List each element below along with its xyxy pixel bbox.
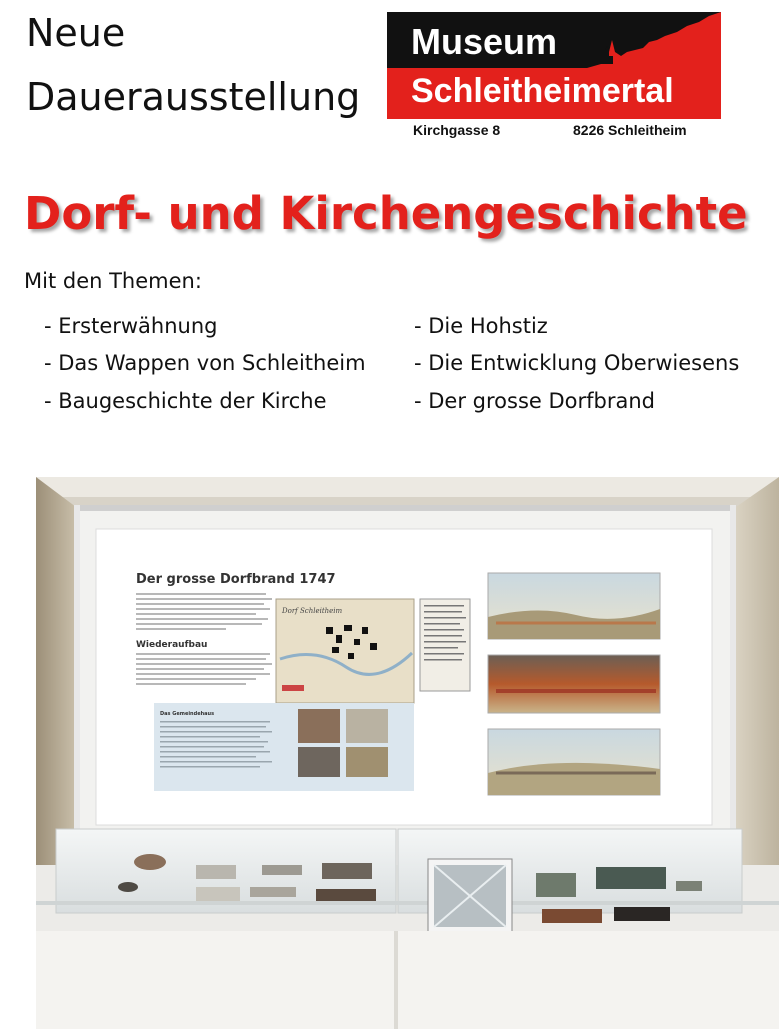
- topic-hohstiz: - Die Hohstiz: [414, 314, 548, 338]
- logo-text-schleitheimertal: Schleitheimertal: [411, 72, 674, 110]
- museum-logo: [387, 12, 721, 119]
- topics-intro: Mit den Themen:: [24, 269, 202, 293]
- address-city: 8226 Schleitheim: [573, 122, 687, 138]
- headline-line-2: Dauerausstellung: [26, 75, 361, 119]
- address-street: Kirchgasse 8: [413, 122, 501, 138]
- poster-box-heading: Das Gemeindehaus: [160, 711, 215, 717]
- topic-oberwiesen: - Die Entwicklung Oberwiesens: [414, 351, 740, 375]
- poster-title: Der grosse Dorfbrand 1747: [136, 572, 336, 587]
- headline-line-1: Neue: [26, 11, 126, 55]
- exhibition-photo: [36, 477, 779, 1029]
- topic-dorfbrand: - Der grosse Dorfbrand: [414, 389, 655, 413]
- logo-text-museum: Museum: [411, 21, 558, 62]
- topic-wappen: - Das Wappen von Schleitheim: [44, 351, 366, 375]
- poster-subheading: Wiederaufbau: [136, 640, 208, 650]
- topic-baugeschichte: - Baugeschichte der Kirche: [44, 389, 327, 413]
- poster-map-label: Dorf Schleitheim: [282, 607, 343, 615]
- page-title: Dorf- und Kirchengeschichte: [24, 187, 748, 240]
- topic-ersterwaehnung: - Ersterwähnung: [44, 314, 218, 338]
